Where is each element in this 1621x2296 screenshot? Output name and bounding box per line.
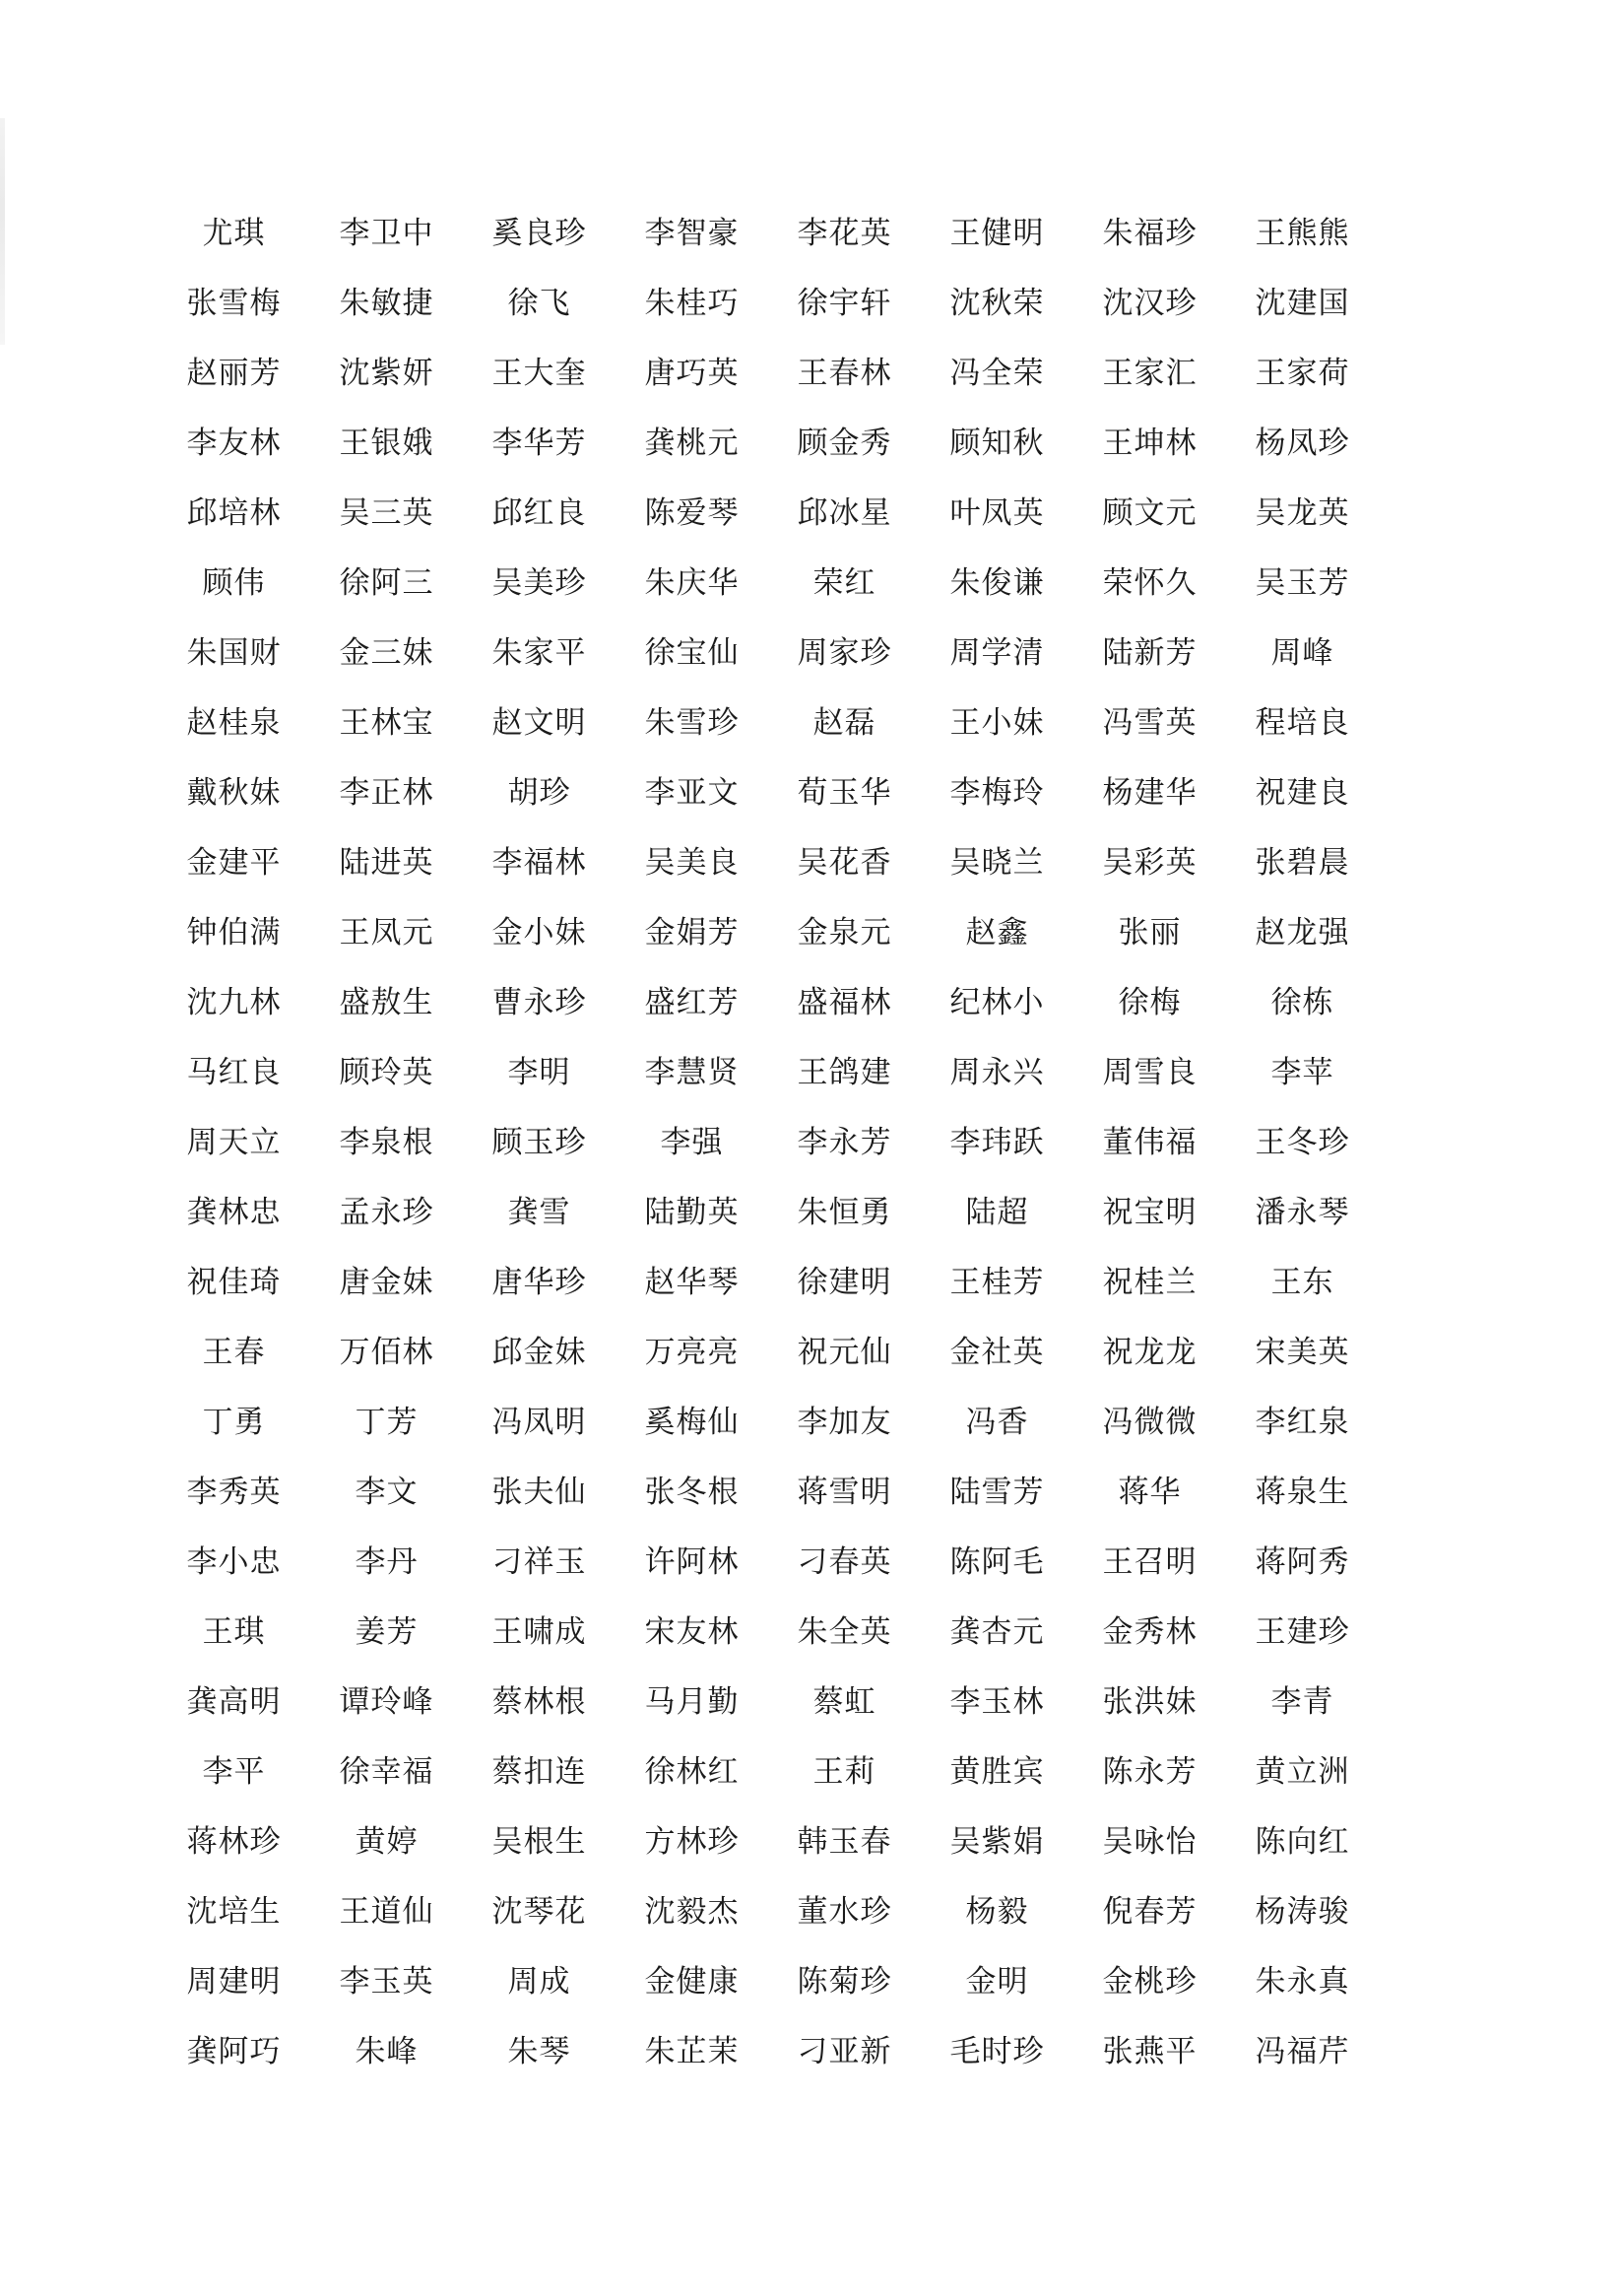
name-entry: 刁春英	[797, 1544, 892, 1580]
name-entry: 徐飞	[507, 286, 571, 321]
name-entry: 唐华珍	[491, 1265, 587, 1300]
name-entry: 沈琴花	[491, 1894, 587, 1930]
name-entry: 冯福芹	[1255, 2034, 1350, 2069]
name-entry: 丁勇	[202, 1405, 266, 1440]
name-entry: 李秀英	[186, 1475, 282, 1510]
name-entry: 李友林	[186, 426, 282, 461]
name-entry: 姜芳	[355, 1614, 419, 1650]
name-entry: 沈培生	[186, 1894, 282, 1930]
name-entry: 冯凤明	[491, 1405, 587, 1440]
name-entry: 吴三英	[339, 495, 434, 531]
name-entry: 金社英	[949, 1335, 1045, 1370]
name-entry: 冯香	[965, 1405, 1029, 1440]
name-entry: 董水珍	[797, 1894, 892, 1930]
names-list	[158, 199, 1379, 2069]
name-entry: 朱庆华	[644, 565, 740, 601]
name-entry: 邱红良	[491, 495, 587, 531]
name-entry: 黄婷	[355, 1824, 419, 1860]
name-entry: 祝元仙	[797, 1335, 892, 1370]
name-entry: 李花英	[797, 216, 892, 251]
name-entry: 纪林小	[949, 985, 1045, 1020]
name-entry: 李福林	[491, 845, 587, 881]
name-entry: 龚阿巧	[186, 2034, 282, 2069]
name-entry: 曹永珍	[491, 985, 587, 1020]
name-entry: 赵华琴	[644, 1265, 740, 1300]
name-entry: 徐栋	[1270, 985, 1334, 1020]
name-entry: 李玉林	[949, 1684, 1045, 1720]
name-entry: 冯全荣	[949, 356, 1045, 391]
name-entry: 盛敖生	[339, 985, 434, 1020]
name-entry: 陆雪芳	[949, 1475, 1045, 1510]
name-entry: 戴秋妹	[186, 775, 282, 811]
name-entry: 蒋阿秀	[1255, 1544, 1350, 1580]
name-entry: 王桂芳	[949, 1265, 1045, 1300]
name-entry: 陆勤英	[644, 1195, 740, 1230]
name-entry: 李强	[660, 1125, 724, 1160]
name-entry: 顾玲英	[339, 1055, 434, 1090]
name-entry: 冯微微	[1102, 1405, 1198, 1440]
name-entry: 朱全英	[797, 1614, 892, 1650]
name-entry: 荣红	[812, 565, 876, 601]
name-entry: 徐林红	[644, 1754, 740, 1790]
name-entry: 陈爱琴	[644, 495, 740, 531]
name-entry: 沈秋荣	[949, 286, 1045, 321]
name-entry: 蒋林珍	[186, 1824, 282, 1860]
name-entry: 王召明	[1102, 1544, 1198, 1580]
name-entry: 王莉	[812, 1754, 876, 1790]
name-entry: 唐金妹	[339, 1265, 434, 1300]
name-entry: 蒋泉生	[1255, 1475, 1350, 1510]
name-entry: 王银娥	[339, 426, 434, 461]
name-entry: 朱桂巧	[644, 286, 740, 321]
name-entry: 金泉元	[797, 915, 892, 951]
name-entry: 祝龙龙	[1102, 1335, 1198, 1370]
name-entry: 毛时珍	[949, 2034, 1045, 2069]
name-entry: 金健康	[644, 1964, 740, 2000]
name-entry: 王春林	[797, 356, 892, 391]
name-entry: 张丽	[1118, 915, 1182, 951]
name-entry: 蔡虹	[812, 1684, 876, 1720]
name-entry: 吴龙英	[1255, 495, 1350, 531]
name-entry: 王大奎	[491, 356, 587, 391]
name-entry: 祝宝明	[1102, 1195, 1198, 1230]
name-entry: 董伟福	[1102, 1125, 1198, 1160]
name-entry: 程培良	[1255, 705, 1350, 741]
name-entry: 王凤元	[339, 915, 434, 951]
name-entry: 顾伟	[202, 565, 266, 601]
name-entry: 徐建明	[797, 1265, 892, 1300]
name-entry: 李卫中	[339, 216, 434, 251]
name-entry: 朱峰	[355, 2034, 419, 2069]
name-entry: 唐巧英	[644, 356, 740, 391]
name-entry: 马红良	[186, 1055, 282, 1090]
name-entry: 李文	[355, 1475, 419, 1510]
name-entry: 赵丽芳	[186, 356, 282, 391]
name-entry: 叶凤英	[949, 495, 1045, 531]
name-entry: 王冬珍	[1255, 1125, 1350, 1160]
name-entry: 王熊熊	[1255, 216, 1350, 251]
name-entry: 邱冰星	[797, 495, 892, 531]
name-entry: 李红泉	[1255, 1405, 1350, 1440]
name-entry: 吴紫娟	[949, 1824, 1045, 1860]
name-entry: 赵磊	[812, 705, 876, 741]
name-entry: 吴玉芳	[1255, 565, 1350, 601]
name-entry: 朱敏捷	[339, 286, 434, 321]
name-entry: 丁芳	[355, 1405, 419, 1440]
name-entry: 顾文元	[1102, 495, 1198, 531]
name-entry: 吴美良	[644, 845, 740, 881]
name-entry: 李永芳	[797, 1125, 892, 1160]
name-entry: 李小忠	[186, 1544, 282, 1580]
name-entry: 王健明	[949, 216, 1045, 251]
name-entry: 马月勤	[644, 1684, 740, 1720]
name-entry: 王坤林	[1102, 426, 1198, 461]
name-entry: 王啸成	[491, 1614, 587, 1650]
name-entry: 徐幸福	[339, 1754, 434, 1790]
name-entry: 邱金妹	[491, 1335, 587, 1370]
name-entry: 周永兴	[949, 1055, 1045, 1090]
name-entry: 张冬根	[644, 1475, 740, 1510]
name-entry: 蒋雪明	[797, 1475, 892, 1510]
name-entry: 谭玲峰	[339, 1684, 434, 1720]
name-entry: 胡珍	[507, 775, 571, 811]
name-entry: 奚良珍	[491, 216, 587, 251]
name-entry: 张雪梅	[186, 286, 282, 321]
name-entry: 荣怀久	[1102, 565, 1198, 601]
name-entry: 张夫仙	[491, 1475, 587, 1510]
name-entry: 杨建华	[1102, 775, 1198, 811]
name-entry: 周雪良	[1102, 1055, 1198, 1090]
name-entry: 李慧贤	[644, 1055, 740, 1090]
name-entry: 李丹	[355, 1544, 419, 1580]
name-entry: 祝佳琦	[186, 1265, 282, 1300]
name-entry: 万亮亮	[644, 1335, 740, 1370]
name-entry: 李智豪	[644, 216, 740, 251]
name-entry: 吴根生	[491, 1824, 587, 1860]
name-entry: 李玮跃	[949, 1125, 1045, 1160]
name-entry: 黄立洲	[1255, 1754, 1350, 1790]
name-entry: 李明	[507, 1055, 571, 1090]
name-entry: 黄胜宾	[949, 1754, 1045, 1790]
name-entry: 李正林	[339, 775, 434, 811]
name-entry: 朱福珍	[1102, 216, 1198, 251]
name-entry: 顾玉珍	[491, 1125, 587, 1160]
name-entry: 陆进英	[339, 845, 434, 881]
name-entry: 金明	[965, 1964, 1029, 2000]
name-entry: 吴美珍	[491, 565, 587, 601]
name-entry: 赵文明	[491, 705, 587, 741]
name-entry: 陆新芳	[1102, 635, 1198, 671]
name-entry: 朱家平	[491, 635, 587, 671]
name-entry: 李梅玲	[949, 775, 1045, 811]
name-entry: 王小妹	[949, 705, 1045, 741]
name-entry: 沈九林	[186, 985, 282, 1020]
name-entry: 沈汉珍	[1102, 286, 1198, 321]
name-entry: 蔡扣连	[491, 1754, 587, 1790]
name-entry: 徐阿三	[339, 565, 434, 601]
name-entry: 王琪	[202, 1614, 266, 1650]
name-entry: 潘永琴	[1255, 1195, 1350, 1230]
name-entry: 赵龙强	[1255, 915, 1350, 951]
name-entry: 李华芳	[491, 426, 587, 461]
name-entry: 张洪妹	[1102, 1684, 1198, 1720]
name-entry: 吴彩英	[1102, 845, 1198, 881]
name-entry: 杨毅	[965, 1894, 1029, 1930]
name-entry: 钟伯满	[186, 915, 282, 951]
name-entry: 邱培林	[186, 495, 282, 531]
name-entry: 王东	[1270, 1265, 1334, 1300]
name-entry: 陈永芳	[1102, 1754, 1198, 1790]
name-entry: 万佰林	[339, 1335, 434, 1370]
name-entry: 赵鑫	[965, 915, 1029, 951]
name-entry: 祝建良	[1255, 775, 1350, 811]
name-entry: 张燕平	[1102, 2034, 1198, 2069]
name-entry: 李亚文	[644, 775, 740, 811]
name-entry: 李玉英	[339, 1964, 434, 2000]
name-entry: 朱永真	[1255, 1964, 1350, 2000]
name-entry: 周天立	[186, 1125, 282, 1160]
name-entry: 朱琴	[507, 2034, 571, 2069]
name-entry: 冯雪英	[1102, 705, 1198, 741]
name-entry: 陈菊珍	[797, 1964, 892, 2000]
name-entry: 刁祥玉	[491, 1544, 587, 1580]
name-entry: 沈紫妍	[339, 356, 434, 391]
name-entry: 奚梅仙	[644, 1405, 740, 1440]
name-entry: 王道仙	[339, 1894, 434, 1930]
name-entry: 吴花香	[797, 845, 892, 881]
name-entry: 荀玉华	[797, 775, 892, 811]
name-entry: 周峰	[1270, 635, 1334, 671]
name-entry: 吴咏怡	[1102, 1824, 1198, 1860]
name-entry: 龚林忠	[186, 1195, 282, 1230]
name-entry: 陈阿毛	[949, 1544, 1045, 1580]
name-entry: 徐宇轩	[797, 286, 892, 321]
name-entry: 龚桃元	[644, 426, 740, 461]
name-entry: 方林珍	[644, 1824, 740, 1860]
name-entry: 王建珍	[1255, 1614, 1350, 1650]
name-entry: 龚雪	[507, 1195, 571, 1230]
name-entry: 杨凤珍	[1255, 426, 1350, 461]
name-entry: 刁亚新	[797, 2034, 892, 2069]
name-entry: 金小妹	[491, 915, 587, 951]
name-entry: 祝桂兰	[1102, 1265, 1198, 1300]
name-entry: 顾金秀	[797, 426, 892, 461]
name-entry: 李苹	[1270, 1055, 1334, 1090]
name-entry: 沈毅杰	[644, 1894, 740, 1930]
name-entry: 徐宝仙	[644, 635, 740, 671]
name-entry: 朱国财	[186, 635, 282, 671]
name-entry: 尤琪	[202, 216, 266, 251]
name-entry: 龚高明	[186, 1684, 282, 1720]
name-entry: 陈向红	[1255, 1824, 1350, 1860]
name-entry: 盛福林	[797, 985, 892, 1020]
name-entry: 周家珍	[797, 635, 892, 671]
name-entry: 李平	[202, 1754, 266, 1790]
name-entry: 宋友林	[644, 1614, 740, 1650]
name-entry: 王鸽建	[797, 1055, 892, 1090]
name-entry: 李青	[1270, 1684, 1334, 1720]
name-entry: 龚杏元	[949, 1614, 1045, 1650]
name-entry: 金建平	[186, 845, 282, 881]
name-entry: 王林宝	[339, 705, 434, 741]
name-entry: 蔡林根	[491, 1684, 587, 1720]
name-entry: 王春	[202, 1335, 266, 1370]
name-entry: 韩玉春	[797, 1824, 892, 1860]
name-entry: 朱雪珍	[644, 705, 740, 741]
name-entry: 杨涛骏	[1255, 1894, 1350, 1930]
name-entry: 许阿林	[644, 1544, 740, 1580]
scan-edge-shadow	[0, 118, 5, 345]
name-entry: 陆超	[965, 1195, 1029, 1230]
name-entry: 王家荷	[1255, 356, 1350, 391]
name-entry: 孟永珍	[339, 1195, 434, 1230]
name-entry: 李加友	[797, 1405, 892, 1440]
name-entry: 朱恒勇	[797, 1195, 892, 1230]
name-entry: 李泉根	[339, 1125, 434, 1160]
name-entry: 金秀林	[1102, 1614, 1198, 1650]
name-entry: 倪春芳	[1102, 1894, 1198, 1930]
name-entry: 徐梅	[1118, 985, 1182, 1020]
name-entry: 朱俊谦	[949, 565, 1045, 601]
name-entry: 周成	[507, 1964, 571, 2000]
name-entry: 赵桂泉	[186, 705, 282, 741]
name-entry: 朱芷茉	[644, 2034, 740, 2069]
name-entry: 金三妹	[339, 635, 434, 671]
name-entry: 吴晓兰	[949, 845, 1045, 881]
name-entry: 顾知秋	[949, 426, 1045, 461]
name-entry: 周建明	[186, 1964, 282, 2000]
name-entry: 王家汇	[1102, 356, 1198, 391]
name-entry: 盛红芳	[644, 985, 740, 1020]
name-entry: 金桃珍	[1102, 1964, 1198, 2000]
name-entry: 蒋华	[1118, 1475, 1182, 1510]
name-entry: 沈建国	[1255, 286, 1350, 321]
name-entry: 周学清	[949, 635, 1045, 671]
name-entry: 宋美英	[1255, 1335, 1350, 1370]
name-entry: 张碧晨	[1255, 845, 1350, 881]
name-entry: 金娟芳	[644, 915, 740, 951]
